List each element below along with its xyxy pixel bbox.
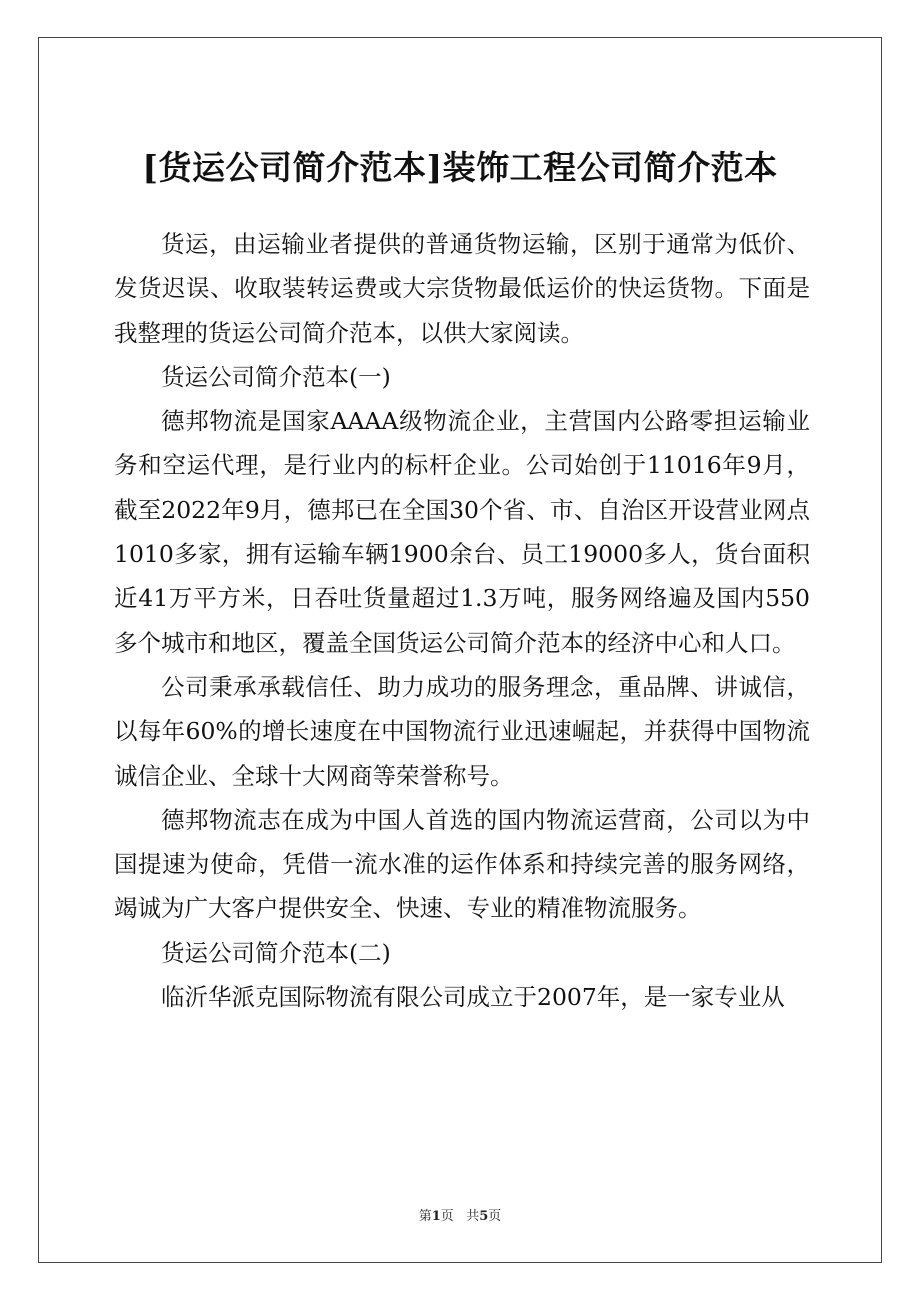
page-suffix: 页 [440,1209,454,1224]
total-pages: 5 [479,1209,489,1224]
page-prefix: 第 [418,1209,432,1224]
body-paragraph: 公司秉承承载信任、助力成功的服务理念，重品牌、讲诚信，以每年60%的增长速度在中国物流行业迅速崛起，并获得中国物流诚信企业、全球十大网商等荣誉称号。 [114,672,810,790]
body-paragraph: 德邦物流志在成为中国人首选的国内物流运营商，公司以为中国提速为使命，凭借一流水准的运作体系和持续完善的服务网络，竭诚为广大客户提供安全、快速、专业的精准物流服务。 [114,805,810,923]
section-heading-2: 货运公司简介范本(二) [161,938,391,967]
page-number: 1 [431,1209,441,1224]
body-paragraph: 临沂华派克国际物流有限公司成立于2007年，是一家专业从 [161,983,785,1012]
total-prefix: 共 [466,1209,480,1224]
document-body [114,222,810,1019]
document-title: [货运公司简介范本]装饰工程公司简介范本 [142,148,778,187]
intro-paragraph: 货运，由运输业者提供的普通货物运输，区别于通常为低价、发货迟误、收取装转运费或大宗货物最低运价的快运货物。下面是我整理的货运公司简介范本，以供大家阅读。 [114,230,810,347]
total-suffix: 页 [488,1209,502,1224]
body-paragraph: 德邦物流是国家AAAA级物流企业，主营国内公路零担运输业务和空运代理，是行业内的标杆企业。公司始创于11016年9月，截至2022年9月，德邦已在全国30个省、市、自治区开设营业网点1010多家，拥有运输车辆1900余台、员工19000多人，货台面积近41万平方米，日吞吐货量超过1.3万吨，服务网络遍及国内550多个城市和地区，覆盖全国货运公司简介范本的经济中心和人口。 [114,407,810,657]
section-heading-1: 货运公司简介范本(一) [161,362,391,391]
page-footer [0,1208,920,1226]
